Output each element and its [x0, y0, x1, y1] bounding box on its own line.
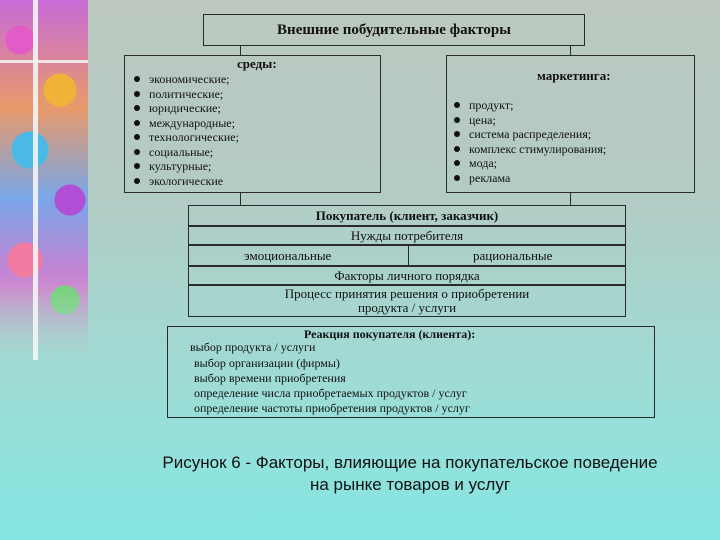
- needs-divider: [408, 246, 409, 265]
- list-item: культурные;: [133, 159, 239, 174]
- reaction-item: определение частоты приобретения продуктов / услуг: [194, 401, 470, 415]
- list-item: система распределения;: [453, 127, 606, 142]
- caption-line-1: Рисунок 6 - Факторы, влияющие на покупательское поведение: [162, 453, 658, 472]
- reaction-title: Реакция покупателя (клиента):: [304, 327, 476, 341]
- decorative-vertical-line: [33, 0, 38, 360]
- marketing-factors-box: [446, 55, 695, 193]
- decision-line-1: Процесс принятия решения о приобретении: [284, 286, 530, 301]
- decision-process-row: [188, 285, 626, 317]
- figure-caption: [100, 452, 720, 496]
- list-item: экологические: [133, 174, 239, 189]
- needs-types-row: [188, 245, 626, 266]
- connector-top-right: [570, 46, 571, 55]
- reaction-item: выбор организации (фирмы): [194, 356, 340, 370]
- caption-line-2: на рынке товаров и услуг: [309, 475, 511, 494]
- environment-heading: среды:: [237, 56, 277, 71]
- buyer-title-row: [188, 205, 626, 226]
- connector-mkt-down: [570, 193, 571, 205]
- needs-label: Нужды потребителя: [350, 228, 464, 243]
- list-item: международные;: [133, 116, 239, 131]
- reaction-item: выбор продукта / услуги: [190, 340, 316, 354]
- decision-line-2: продукта / услуги: [357, 300, 457, 315]
- external-factors-title: Внешние побудительные факторы: [277, 22, 511, 38]
- reaction-item: выбор времени приобретения: [194, 371, 346, 385]
- list-item: реклама: [453, 171, 606, 186]
- list-item: продукт;: [453, 98, 606, 113]
- connector-top-left: [240, 46, 241, 55]
- list-item: цена;: [453, 113, 606, 128]
- marketing-heading: маркетинга:: [537, 68, 611, 83]
- environment-factors-box: [124, 55, 381, 193]
- decorative-horizontal-line: [0, 60, 88, 63]
- connector-env-down: [240, 193, 241, 205]
- list-item: социальные;: [133, 145, 239, 160]
- rational-label: рациональные: [473, 248, 553, 263]
- emotional-label: эмоциональные: [244, 248, 332, 263]
- needs-row: [188, 226, 626, 245]
- list-item: юридические;: [133, 101, 239, 116]
- marketing-list: [453, 98, 606, 185]
- environment-list: [133, 72, 239, 188]
- decorative-stripe: [0, 0, 88, 360]
- list-item: экономические;: [133, 72, 239, 87]
- list-item: комплекс стимулирования;: [453, 142, 606, 157]
- list-item: мода;: [453, 156, 606, 171]
- external-factors-box: [203, 14, 585, 46]
- list-item: политические;: [133, 87, 239, 102]
- personal-factors-row: [188, 266, 626, 285]
- buyer-title: Покупатель (клиент, заказчик): [315, 208, 499, 223]
- personal-factors-label: Факторы личного порядка: [334, 268, 480, 283]
- list-item: технологические;: [133, 130, 239, 145]
- reaction-item: определение числа приобретаемых продуктов / услуг: [194, 386, 467, 400]
